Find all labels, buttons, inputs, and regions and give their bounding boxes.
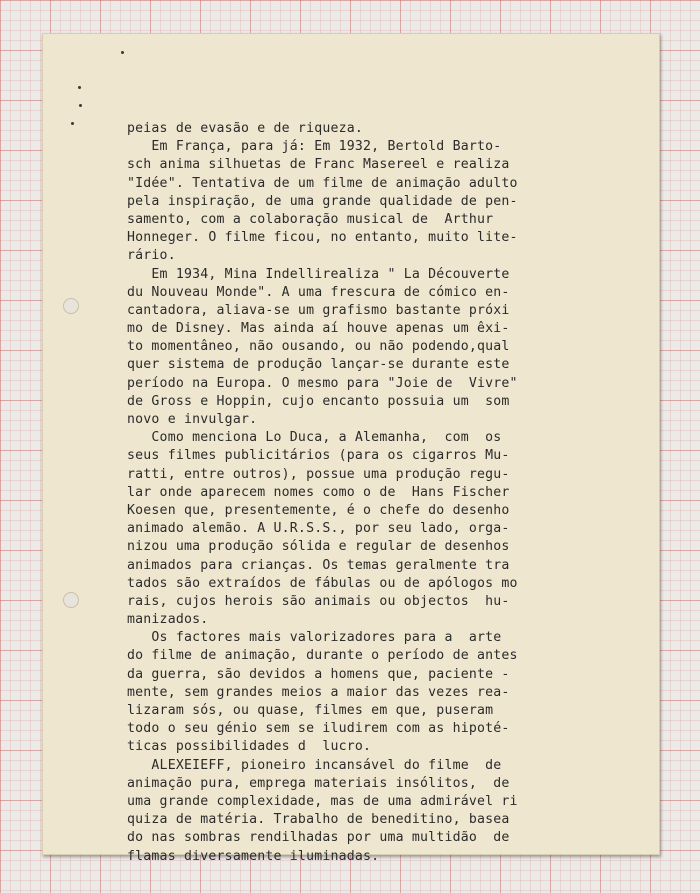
- text-line: lar onde aparecem nomes como o de Hans Fischer: [127, 484, 510, 500]
- text-line: uma grande complexidade, mas de uma admirável ri: [127, 793, 518, 809]
- text-line: mo de Disney. Mas ainda aí houve apenas um êxi-: [127, 321, 510, 337]
- text-line: ALEXEIEFF, pioneiro incansável do filme de: [127, 757, 502, 773]
- text-line: novo e invulgar.: [127, 412, 258, 427]
- text-line: rais, cujos herois são animais ou objectos hu-: [127, 593, 510, 609]
- text-line: animados para crianças. Os temas geralmente tra: [127, 557, 510, 573]
- ink-speck: [71, 122, 74, 125]
- text-line: sch anima silhuetas de Franc Masereel e realiza: [127, 157, 510, 173]
- punch-hole-bottom: [63, 592, 79, 608]
- text-line: pela inspiração, de uma grande qualidade de pen-: [127, 193, 518, 209]
- text-line: nizou uma produção sólida e regular de desenhos: [127, 539, 510, 555]
- text-line: manizados.: [127, 612, 209, 628]
- text-line: samento, com a colaboração musical de Arthur: [127, 211, 494, 227]
- ink-speck: [121, 51, 124, 54]
- text-line: Honneger. O filme ficou, no entanto, muito lite-: [127, 230, 518, 246]
- text-line: cantadora, aliava-se um grafismo bastante próxi: [127, 302, 510, 318]
- ink-speck: [79, 104, 82, 107]
- text-line: do filme de animação, durante o período de antes: [127, 648, 518, 664]
- text-line: ticas possibilidades d lucro.: [127, 739, 372, 755]
- text-line: Em França, para já: Em 1932, Bertold Barto-: [127, 139, 502, 155]
- text-line: "Idée". Tentativa de um filme de animação adulto: [127, 175, 518, 191]
- text-line: do nas sombras rendilhadas por uma multidão de: [127, 830, 510, 846]
- text-line: to momentâneo, não ousando, ou não podendo,qual: [127, 339, 510, 355]
- text-line: Koesen que, presentemente, é o chefe do desenho: [127, 502, 510, 518]
- text-line: du Nouveau Monde". A uma frescura de cómico en-: [127, 284, 510, 300]
- text-line: todo o seu génio sem se iludirem com as hipoté-: [127, 721, 510, 737]
- text-line: lizaram sós, ou quase, filmes em que, puseram: [127, 703, 494, 718]
- typewritten-text: [127, 120, 587, 866]
- text-line: animado alemão. A U.R.S.S., por seu lado, orga-: [127, 521, 510, 537]
- text-line: quer sistema de produção lançar-se durante este: [127, 357, 510, 373]
- text-line: peias de evasão e de riqueza.: [127, 121, 364, 136]
- text-line: quiza de matéria. Trabalho de beneditino, basea: [127, 812, 510, 828]
- ink-speck: [78, 86, 81, 89]
- text-line: da guerra, são devidos a homens que, paciente -: [127, 666, 510, 682]
- text-line: Em 1934, Mina Indellirealiza " La Découverte: [127, 266, 510, 282]
- text-line: animação pura, emprega materiais insólitos, de: [127, 775, 510, 791]
- text-line: de Gross e Hoppin, cujo encanto possuia um som: [127, 393, 510, 409]
- text-line: tados são extraídos de fábulas ou de apólogos mo: [127, 575, 518, 591]
- text-line: período na Europa. O mesmo para "Joie de Vivre": [127, 375, 518, 391]
- text-line: seus filmes publicitários (para os cigarros Mu-: [127, 448, 510, 464]
- text-line: Os factores mais valorizadores para a arte: [127, 630, 502, 646]
- text-line: Como menciona Lo Duca, a Alemanha, com os: [127, 430, 502, 446]
- text-line: rário.: [127, 248, 176, 264]
- text-line: flamas diversamente iluminadas.: [127, 848, 380, 864]
- text-line: mente, sem grandes meios a maior das vezes rea-: [127, 684, 510, 700]
- text-line: ratti, entre outros), possue uma produção regu-: [127, 466, 510, 482]
- punch-hole-top: [63, 298, 79, 314]
